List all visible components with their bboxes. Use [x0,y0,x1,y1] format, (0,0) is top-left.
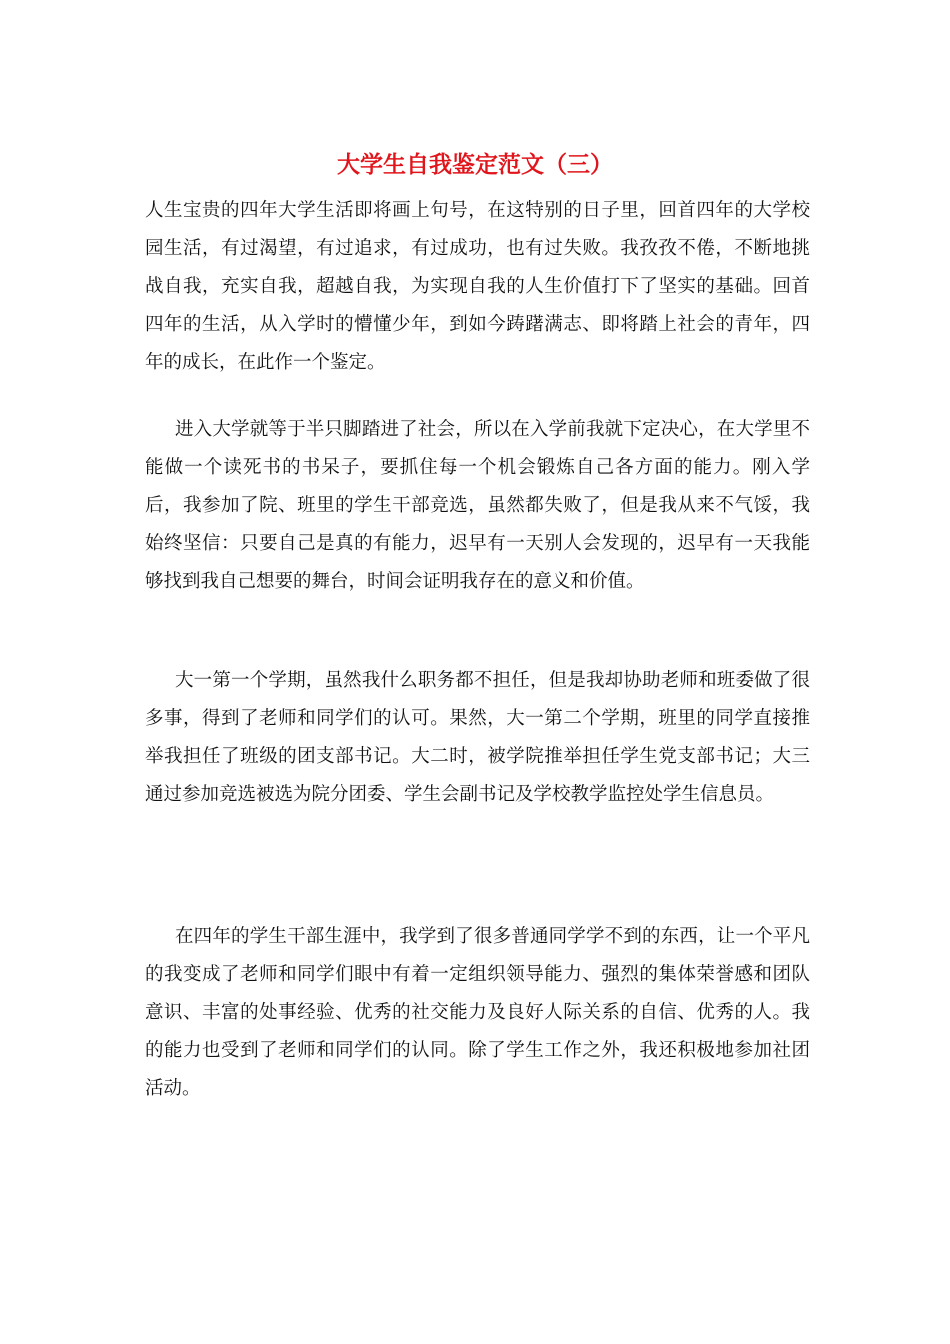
paragraph-1: 人生宝贵的四年大学生活即将画上句号，在这特别的日子里，回首四年的大学校园生活，有过渴望，有过追求，有过成功，也有过失败。我孜孜不倦，不断地挑战自我，充实自我，超越自我，为实现自我的人生价值打下了坚实的基础。回首四年的生活，从入学时的懵懂少年，到如今踌躇满志、即将踏上社会的青年，四年的成长，在此作一个鉴定。 [145,200,810,373]
document-title: 大学生自我鉴定范文（三） [337,151,613,178]
paragraph-4: 在四年的学生干部生涯中，我学到了很多普通同学学不到的东西，让一个平凡的我变成了老师和同学们眼中有着一定组织领导能力、强烈的集体荣誉感和团队意识、丰富的处事经验、优秀的社交能力及良好人际关系的自信、优秀的人。我的能力也受到了老师和同学们的认同。除了学生工作之外，我还积极地参加社团活动。 [145,926,810,1099]
paragraph-3: 大一第一个学期，虽然我什么职务都不担任，但是我却协助老师和班委做了很多事，得到了老师和同学们的认可。果然，大一第二个学期，班里的同学直接推举我担任了班级的团支部书记。大二时，被学院推举担任学生党支部书记；大三通过参加竞选被选为院分团委、学生会副书记及学校教学监控处学生信息员。 [145,670,810,805]
paragraph-2: 进入大学就等于半只脚踏进了社会，所以在入学前我就下定决心，在大学里不能做一个读死书的书呆子，要抓住每一个机会锻炼自己各方面的能力。刚入学后，我参加了院、班里的学生干部竞选，虽然都失败了，但是我从来不气馁，我始终坚信：只要自己是真的有能力，迟早有一天别人会发现的，迟早有一天我能够找到我自己想要的舞台，时间会证明我存在的意义和价值。 [145,419,810,592]
